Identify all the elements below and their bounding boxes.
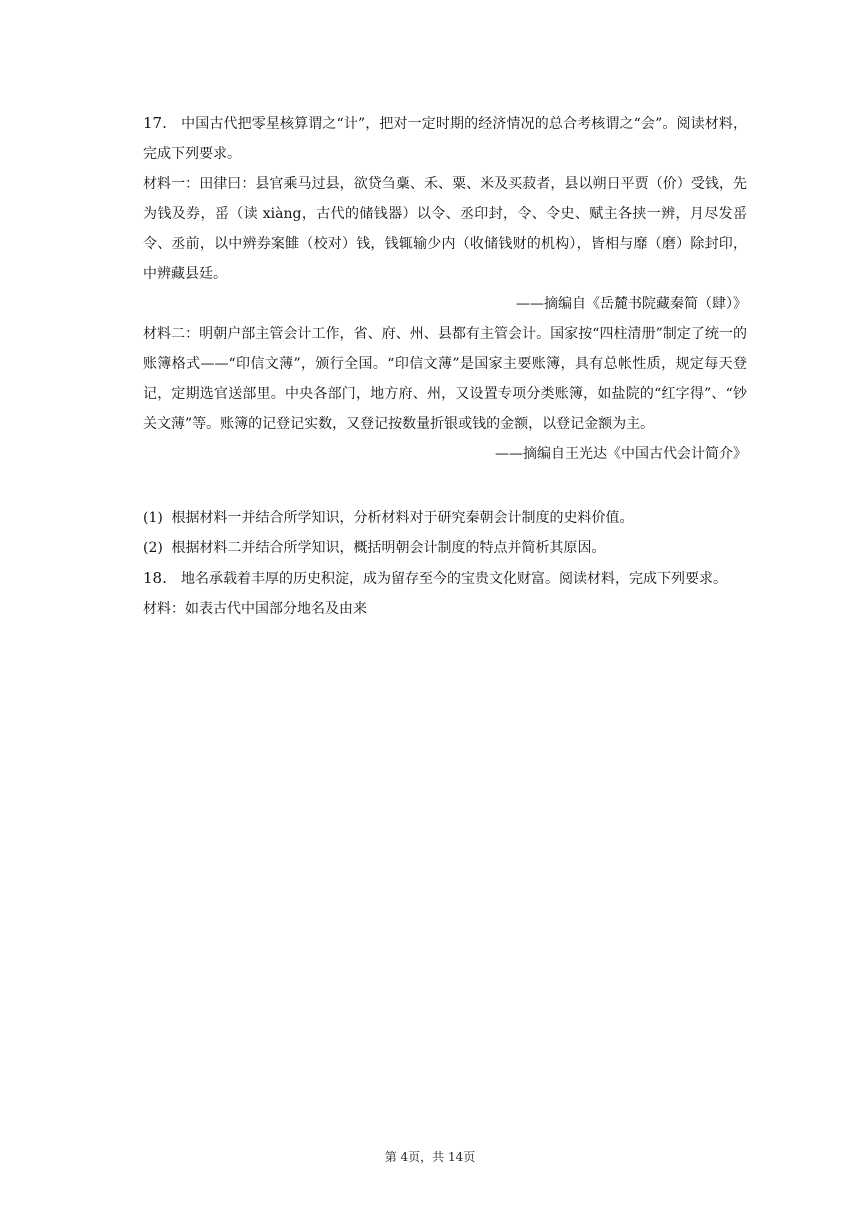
page-content bbox=[143, 108, 747, 624]
question-17-number: 17. bbox=[143, 114, 167, 132]
sub-question-1-text: 根据材料一并结合所学知识，分析材料对于研究秦朝会计制度的史料价值。 bbox=[171, 510, 634, 526]
question-18-material: 材料：如表古代中国部分地名及由来 bbox=[143, 601, 367, 617]
question-18-stem bbox=[143, 563, 747, 594]
sub-question-2 bbox=[143, 533, 747, 563]
question-18-stem-text: 地名承载着丰厚的历史积淀，成为留存至今的宝贵文化财富。阅读材料，完成下列要求。 bbox=[181, 571, 727, 587]
material-1-source: ——摘编自《岳麓书院藏秦简（肆）》 bbox=[516, 296, 747, 312]
question-17-stem bbox=[143, 108, 747, 169]
material-2-text: 材料二：明朝户部主管会计工作，省、府、州、县都有主管会计。国家按“四柱清册”制定了统一的账簿格式——“印信文薄”，颁行全国。“印信文薄”是国家主要账簿，具有总帐性质，规定每天登记，定期选官送部里。中央各部门，地方府、州，又设置专项分类账簿，如盐院的“红字得”、“钞关文薄”等。账簿的记登记实数，又登记按数量折银或钱的金额，以登记金额为主。 bbox=[143, 326, 747, 432]
sub-question-2-number: (2) bbox=[143, 540, 163, 556]
question-18-number: 18. bbox=[143, 569, 167, 587]
sub-question-1-number: (1) bbox=[143, 510, 163, 526]
section-spacer bbox=[143, 469, 747, 503]
question-17-stem-text: 中国古代把零星核算谓之“计”，把对一定时期的经济情况的总合考核谓之“会”。阅读材料，完成下列要求。 bbox=[143, 116, 747, 162]
material-2-source: ——摘编自王光达《中国古代会计简介》 bbox=[495, 446, 747, 462]
sub-question-1 bbox=[143, 503, 747, 533]
page-footer: 第 4页，共 14页 bbox=[384, 1150, 476, 1164]
sub-question-2-text: 根据材料二并结合所学知识，概括明朝会计制度的特点并简析其原因。 bbox=[171, 540, 606, 556]
material-1-text: 材料一：田律曰：县官乘马过县，欲贷刍稾、禾、粟、米及买菽者，县以朔日平贾（价）受钱，先为钱及券，䍃（读 xiàng，古代的储钱器）以令、丞印封，令、令史、赋主各挟一辨，月尽发䍃令、丞前，以中辨券案雔（校对）钱，钱辄输少内（收储钱财的机构），皆相与靡（磨）除封印，中辨藏县廷。 bbox=[143, 176, 747, 282]
